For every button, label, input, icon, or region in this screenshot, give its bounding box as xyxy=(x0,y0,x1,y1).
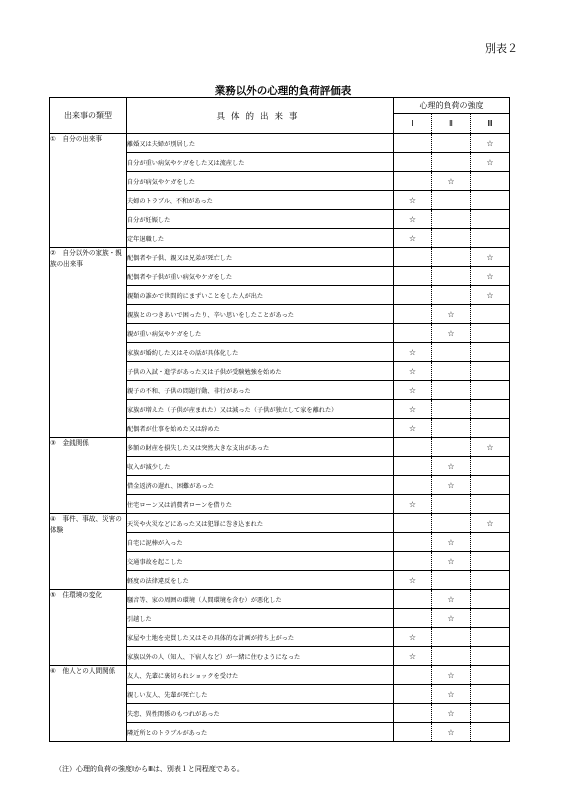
level-3-cell xyxy=(471,362,510,381)
level-1-cell xyxy=(394,134,432,153)
level-1-cell xyxy=(394,704,432,723)
level-2-cell xyxy=(432,191,471,210)
level-2-cell xyxy=(432,438,471,457)
level-1-cell xyxy=(394,153,432,172)
level-1-cell xyxy=(394,400,432,419)
star-mark-icon: ☆ xyxy=(408,366,417,376)
level-2-cell xyxy=(432,400,471,419)
category-cell: ③ 金銭関係 xyxy=(50,438,127,514)
level-2-cell xyxy=(432,723,471,742)
event-cell: 親族とのつきあいで困ったり、辛い思いをしたことがあった xyxy=(127,305,394,324)
level-2-cell xyxy=(432,628,471,647)
level-2-cell xyxy=(432,590,471,609)
table-row xyxy=(50,134,510,153)
level-3-cell xyxy=(471,400,510,419)
header-category: 出来事の類型 xyxy=(50,98,127,134)
level-3-cell xyxy=(471,533,510,552)
header-level-2: Ⅱ xyxy=(432,114,471,134)
level-2-cell xyxy=(432,153,471,172)
star-mark-icon: ☆ xyxy=(486,138,494,148)
level-2-cell xyxy=(432,381,471,400)
level-1-cell xyxy=(394,476,432,495)
event-cell: 親類の誰かで世間的にまずいことをした人が出た xyxy=(127,286,394,305)
category-cell: ④ 事件、事故、災害の体験 xyxy=(50,514,127,590)
level-2-cell xyxy=(432,324,471,343)
level-2-cell xyxy=(432,495,471,514)
star-mark-icon: ☆ xyxy=(408,651,417,661)
level-1-cell xyxy=(394,495,432,514)
event-cell: 親しい友人、先輩が死亡した xyxy=(127,685,394,704)
level-1-cell xyxy=(394,305,432,324)
level-2-cell xyxy=(432,552,471,571)
star-mark-icon: ☆ xyxy=(408,214,417,224)
event-cell: 子供の入試・進学があった又は子供が受験勉強を始めた xyxy=(127,362,394,381)
level-1-cell xyxy=(394,514,432,533)
star-mark-icon: ☆ xyxy=(408,195,417,205)
level-1-cell xyxy=(394,324,432,343)
star-mark-icon: ☆ xyxy=(486,442,494,452)
level-3-cell xyxy=(471,343,510,362)
document-label: 別表２ xyxy=(485,42,518,55)
evaluation-table xyxy=(49,97,510,742)
event-cell: 定年退職した xyxy=(127,229,394,248)
level-1-cell xyxy=(394,210,432,229)
table-row xyxy=(50,590,510,609)
level-1-cell xyxy=(394,590,432,609)
level-1-cell xyxy=(394,229,432,248)
event-cell: 天災や火災などにあった又は犯罪に巻き込まれた xyxy=(127,514,394,533)
level-3-cell xyxy=(471,134,510,153)
star-mark-icon: ☆ xyxy=(447,689,455,699)
level-3-cell xyxy=(471,552,510,571)
header-level-1: Ⅰ xyxy=(394,114,432,134)
star-mark-icon: ☆ xyxy=(447,556,455,566)
level-2-cell xyxy=(432,248,471,267)
star-mark-icon: ☆ xyxy=(486,290,494,300)
level-1-cell xyxy=(394,419,432,438)
star-mark-icon: ☆ xyxy=(408,423,417,433)
event-cell: 交通事故を起こした xyxy=(127,552,394,571)
level-1-cell xyxy=(394,343,432,362)
level-3-cell xyxy=(471,172,510,191)
header-intensity: 心理的負荷の強度 xyxy=(394,98,510,114)
event-cell: 収入が減少した xyxy=(127,457,394,476)
level-3-cell xyxy=(471,571,510,590)
table-title: 業務以外の心理的負荷評価表 xyxy=(214,85,352,97)
level-3-cell xyxy=(471,191,510,210)
level-3-cell xyxy=(471,248,510,267)
level-3-cell xyxy=(471,267,510,286)
level-3-cell xyxy=(471,590,510,609)
category-cell: ⑤ 住環境の変化 xyxy=(50,590,127,666)
level-2-cell xyxy=(432,685,471,704)
level-1-cell xyxy=(394,248,432,267)
event-cell: 自分が妊娠した xyxy=(127,210,394,229)
event-cell: 家族が増えた（子供が産まれた）又は減った（子供が独立して家を離れた） xyxy=(127,400,394,419)
level-2-cell xyxy=(432,647,471,666)
level-1-cell xyxy=(394,628,432,647)
event-cell: 友人、先輩に裏切られショックを受けた xyxy=(127,666,394,685)
level-3-cell xyxy=(471,419,510,438)
star-mark-icon: ☆ xyxy=(447,328,455,338)
star-mark-icon: ☆ xyxy=(408,499,417,509)
star-mark-icon: ☆ xyxy=(486,252,494,262)
event-cell: 自分が病気やケガをした xyxy=(127,172,394,191)
event-cell: 配偶者や子供が重い病気やケガをした xyxy=(127,267,394,286)
event-cell: 住宅ローン又は消費者ローンを借りた xyxy=(127,495,394,514)
event-cell: 騒音等、家の周囲の環境（人間環境を含む）が悪化した xyxy=(127,590,394,609)
star-mark-icon: ☆ xyxy=(447,309,455,319)
level-1-cell xyxy=(394,685,432,704)
star-mark-icon: ☆ xyxy=(447,613,455,623)
level-3-cell xyxy=(471,609,510,628)
level-3-cell xyxy=(471,685,510,704)
level-3-cell xyxy=(471,305,510,324)
star-mark-icon: ☆ xyxy=(447,176,455,186)
level-3-cell xyxy=(471,628,510,647)
table-row xyxy=(50,248,510,267)
level-2-cell xyxy=(432,457,471,476)
category-cell: ① 自分の出来事 xyxy=(50,134,127,248)
level-3-cell xyxy=(471,647,510,666)
event-cell: 配偶者が仕事を始めた又は辞めた xyxy=(127,419,394,438)
level-1-cell xyxy=(394,362,432,381)
level-1-cell xyxy=(394,457,432,476)
star-mark-icon: ☆ xyxy=(447,594,455,604)
level-3-cell xyxy=(471,210,510,229)
star-mark-icon: ☆ xyxy=(447,537,455,547)
level-2-cell xyxy=(432,666,471,685)
level-3-cell xyxy=(471,381,510,400)
level-2-cell xyxy=(432,704,471,723)
star-mark-icon: ☆ xyxy=(447,461,455,471)
event-cell: 軽度の法律違反をした xyxy=(127,571,394,590)
level-2-cell xyxy=(432,229,471,248)
level-1-cell xyxy=(394,286,432,305)
star-mark-icon: ☆ xyxy=(408,632,417,642)
table-row xyxy=(50,514,510,533)
event-cell: 家族が婚約した又はその話が具体化した xyxy=(127,343,394,362)
level-2-cell xyxy=(432,210,471,229)
level-3-cell xyxy=(471,324,510,343)
event-cell: 家屋や土地を売買した又はその具体的な計画が持ち上がった xyxy=(127,628,394,647)
star-mark-icon: ☆ xyxy=(408,233,417,243)
level-1-cell xyxy=(394,666,432,685)
level-1-cell xyxy=(394,267,432,286)
level-1-cell xyxy=(394,609,432,628)
level-1-cell xyxy=(394,172,432,191)
level-2-cell xyxy=(432,419,471,438)
level-2-cell xyxy=(432,362,471,381)
level-2-cell xyxy=(432,134,471,153)
event-cell: 離婚又は夫婦が別居した xyxy=(127,134,394,153)
level-2-cell xyxy=(432,476,471,495)
event-cell: 失恋、異性関係のもつれがあった xyxy=(127,704,394,723)
event-cell: 家族以外の人（知人、下宿人など）が一緒に住むようになった xyxy=(127,647,394,666)
footnote: （注）心理的負荷の強度ⅠからⅢは、別表１と同程度である。 xyxy=(55,765,244,773)
level-3-cell xyxy=(471,514,510,533)
level-2-cell xyxy=(432,172,471,191)
level-2-cell xyxy=(432,533,471,552)
event-cell: 引越した xyxy=(127,609,394,628)
level-3-cell xyxy=(471,723,510,742)
level-1-cell xyxy=(394,381,432,400)
level-1-cell xyxy=(394,552,432,571)
category-cell: ⑥ 他人との人間関係 xyxy=(50,666,127,742)
level-3-cell xyxy=(471,153,510,172)
star-mark-icon: ☆ xyxy=(447,727,455,737)
level-2-cell xyxy=(432,305,471,324)
star-mark-icon: ☆ xyxy=(486,518,494,528)
event-cell: 自宅に泥棒が入った xyxy=(127,533,394,552)
star-mark-icon: ☆ xyxy=(408,385,417,395)
level-3-cell xyxy=(471,438,510,457)
star-mark-icon: ☆ xyxy=(408,404,417,414)
event-cell: 配偶者や子供、親又は兄弟が死亡した xyxy=(127,248,394,267)
table-body xyxy=(50,134,510,742)
level-2-cell xyxy=(432,514,471,533)
level-3-cell xyxy=(471,286,510,305)
header-event: 具体的出来事 xyxy=(127,98,394,134)
level-1-cell xyxy=(394,647,432,666)
table-row xyxy=(50,666,510,685)
level-3-cell xyxy=(471,457,510,476)
event-cell: 隣近所とのトラブルがあった xyxy=(127,723,394,742)
star-mark-icon: ☆ xyxy=(447,708,455,718)
star-mark-icon: ☆ xyxy=(486,157,494,167)
level-2-cell xyxy=(432,609,471,628)
level-2-cell xyxy=(432,343,471,362)
level-2-cell xyxy=(432,267,471,286)
star-mark-icon: ☆ xyxy=(408,347,417,357)
event-cell: 自分が重い病気やケガをした又は流産した xyxy=(127,153,394,172)
event-cell: 借金返済の遅れ、困難があった xyxy=(127,476,394,495)
event-cell: 多額の財産を損失した又は突然大きな支出があった xyxy=(127,438,394,457)
level-1-cell xyxy=(394,571,432,590)
level-2-cell xyxy=(432,571,471,590)
table-row xyxy=(50,438,510,457)
level-3-cell xyxy=(471,476,510,495)
header-level-3: Ⅲ xyxy=(471,114,510,134)
level-1-cell xyxy=(394,533,432,552)
level-1-cell xyxy=(394,438,432,457)
category-cell: ② 自分以外の家族・親族の出来事 xyxy=(50,248,127,438)
event-cell: 親子の不和、子供の問題行動、非行があった xyxy=(127,381,394,400)
level-3-cell xyxy=(471,229,510,248)
star-mark-icon: ☆ xyxy=(408,575,417,585)
level-1-cell xyxy=(394,723,432,742)
level-3-cell xyxy=(471,666,510,685)
event-cell: 親が重い病気やケガをした xyxy=(127,324,394,343)
event-cell: 夫婦のトラブル、不和があった xyxy=(127,191,394,210)
star-mark-icon: ☆ xyxy=(447,670,455,680)
star-mark-icon: ☆ xyxy=(447,480,455,490)
level-1-cell xyxy=(394,191,432,210)
level-2-cell xyxy=(432,286,471,305)
star-mark-icon: ☆ xyxy=(486,271,494,281)
level-3-cell xyxy=(471,495,510,514)
level-3-cell xyxy=(471,704,510,723)
